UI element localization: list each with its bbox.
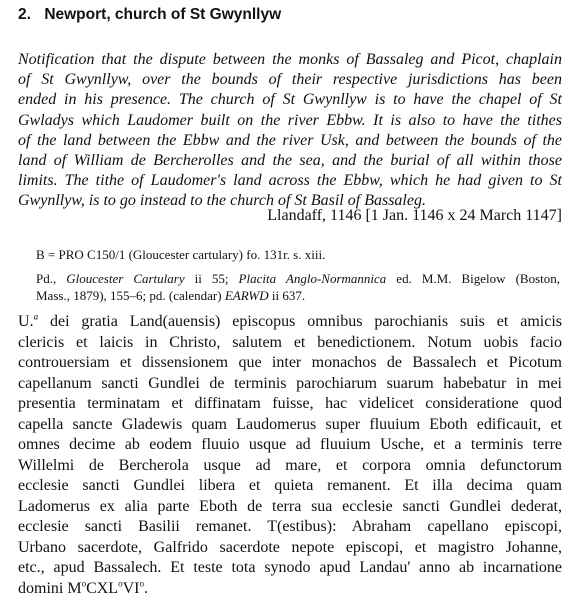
latin-line — [18, 579, 562, 599]
latin-line: clericis et laicis in Christo, salutem et benedictionem. Notum uobis facio — [18, 333, 562, 354]
printed-editions-line — [36, 287, 560, 304]
printed-editions — [36, 270, 560, 304]
pd-text: ii 637. — [269, 288, 305, 303]
latin-fragment: VI — [123, 580, 140, 597]
latin-line — [18, 312, 562, 333]
latin-fragment: CXL — [86, 580, 118, 597]
latin-line: Willelmi de Bercherola usque ad mare, et corpora omnia defunctorum — [18, 456, 562, 477]
latin-text — [18, 312, 562, 599]
latin-line: presentia terminatam et diffinatam fuisse, hac videlicet consideratione quod — [18, 394, 562, 415]
latin-line: capellanum sancti Gundlei de terminis parochiarum suarum habebatur in mei — [18, 374, 562, 395]
latin-fragment: domini M — [18, 580, 82, 597]
latin-line: ecclesie sancti Gundlei libera et quieta remanent. Et illa decima quam — [18, 476, 562, 497]
pd-text: Mass., 1879), 155–6; pd. (calendar) — [36, 288, 225, 303]
summary-line: of the land between the Ebbw and the river Usk, and between the bounds of the — [18, 131, 562, 151]
entry-title: Newport, church of St Gwynllyw — [44, 6, 281, 23]
summary-line: limits. The tithe of Laudomer's land across the Ebbw, which he had given to St — [18, 171, 562, 191]
dating-clause: Llandaff, 1146 [1 Jan. 1146 x 24 March 1147] — [267, 207, 562, 225]
entry-number: 2. — [18, 6, 40, 24]
summary-line: ended in his presence. The church of St Gwynllyw is to have the chapel of St — [18, 90, 562, 110]
pd-title: Placita Anglo-Normannica — [239, 271, 387, 286]
summary-line: Notification that the dispute between the monks of Bassaleg and Picot, chaplain — [18, 50, 562, 70]
summary-line: land of William de Bercherolles and the sea, and the burial of all within those — [18, 151, 562, 171]
summary-line: of St Gwynllyw, over the bounds of their respective jurisdictions has been — [18, 70, 562, 90]
pd-text: Pd., — [36, 271, 66, 286]
latin-line: ecclesie sancti Basilii remanet. T(estibus): Abraham capellano episcopi, — [18, 517, 562, 538]
latin-line: capella sancte Gladewis quam Laudomerus super fluuium Eboth edificauit, et — [18, 415, 562, 436]
latin-line: omnes decime ab eodem fluuio usque ad fluuium Usche, et a terminis terre — [18, 435, 562, 456]
latin-line: Ladomerus ex alia parte Eboth de terra sua ecclesie sancti Gundlei dederat, — [18, 497, 562, 518]
pd-title: Gloucester Cartulary — [66, 271, 184, 286]
pd-text: ii 55; — [185, 271, 239, 286]
summary-line: Gwladys which Laudomer built on the river Ebbw. It is also to have the tithes — [18, 111, 562, 131]
footnote-marker: a — [34, 312, 39, 322]
superscript-o: o — [139, 578, 144, 588]
summary-line: Gwynllyw, is to go instead to the church of St Basil of Bassaleg. — [18, 191, 562, 211]
latin-line: controuersiam et dissensionem que inter monachos de Bassalech et Picotum — [18, 353, 562, 374]
latin-line: etc., apud Bassalech. Et teste tota synodo apud Landau' anno ab incarnatione — [18, 558, 562, 579]
latin-fragment: . — [144, 580, 148, 597]
manuscript-source: B = PRO C150/1 (Gloucester cartulary) fo. 131r. s. xiii. — [36, 246, 560, 263]
pd-title: EARWD — [225, 288, 269, 303]
latin-fragment: U. — [18, 313, 34, 330]
superscript-o: o — [118, 578, 123, 588]
entry-heading — [18, 6, 281, 24]
printed-editions-line — [36, 270, 560, 287]
pd-text: ed. M.M. Bigelow (Boston, — [386, 271, 560, 286]
latin-fragment: dei gratia Land(auensis) episcopus omnibus parochianis suis et amicis — [38, 313, 562, 330]
summary-paragraph — [18, 50, 562, 212]
latin-line: Urbano sacerdote, Galfrido sacerdote nepote episcopi, et magistro Johanne, — [18, 538, 562, 559]
superscript-o: o — [82, 578, 87, 588]
